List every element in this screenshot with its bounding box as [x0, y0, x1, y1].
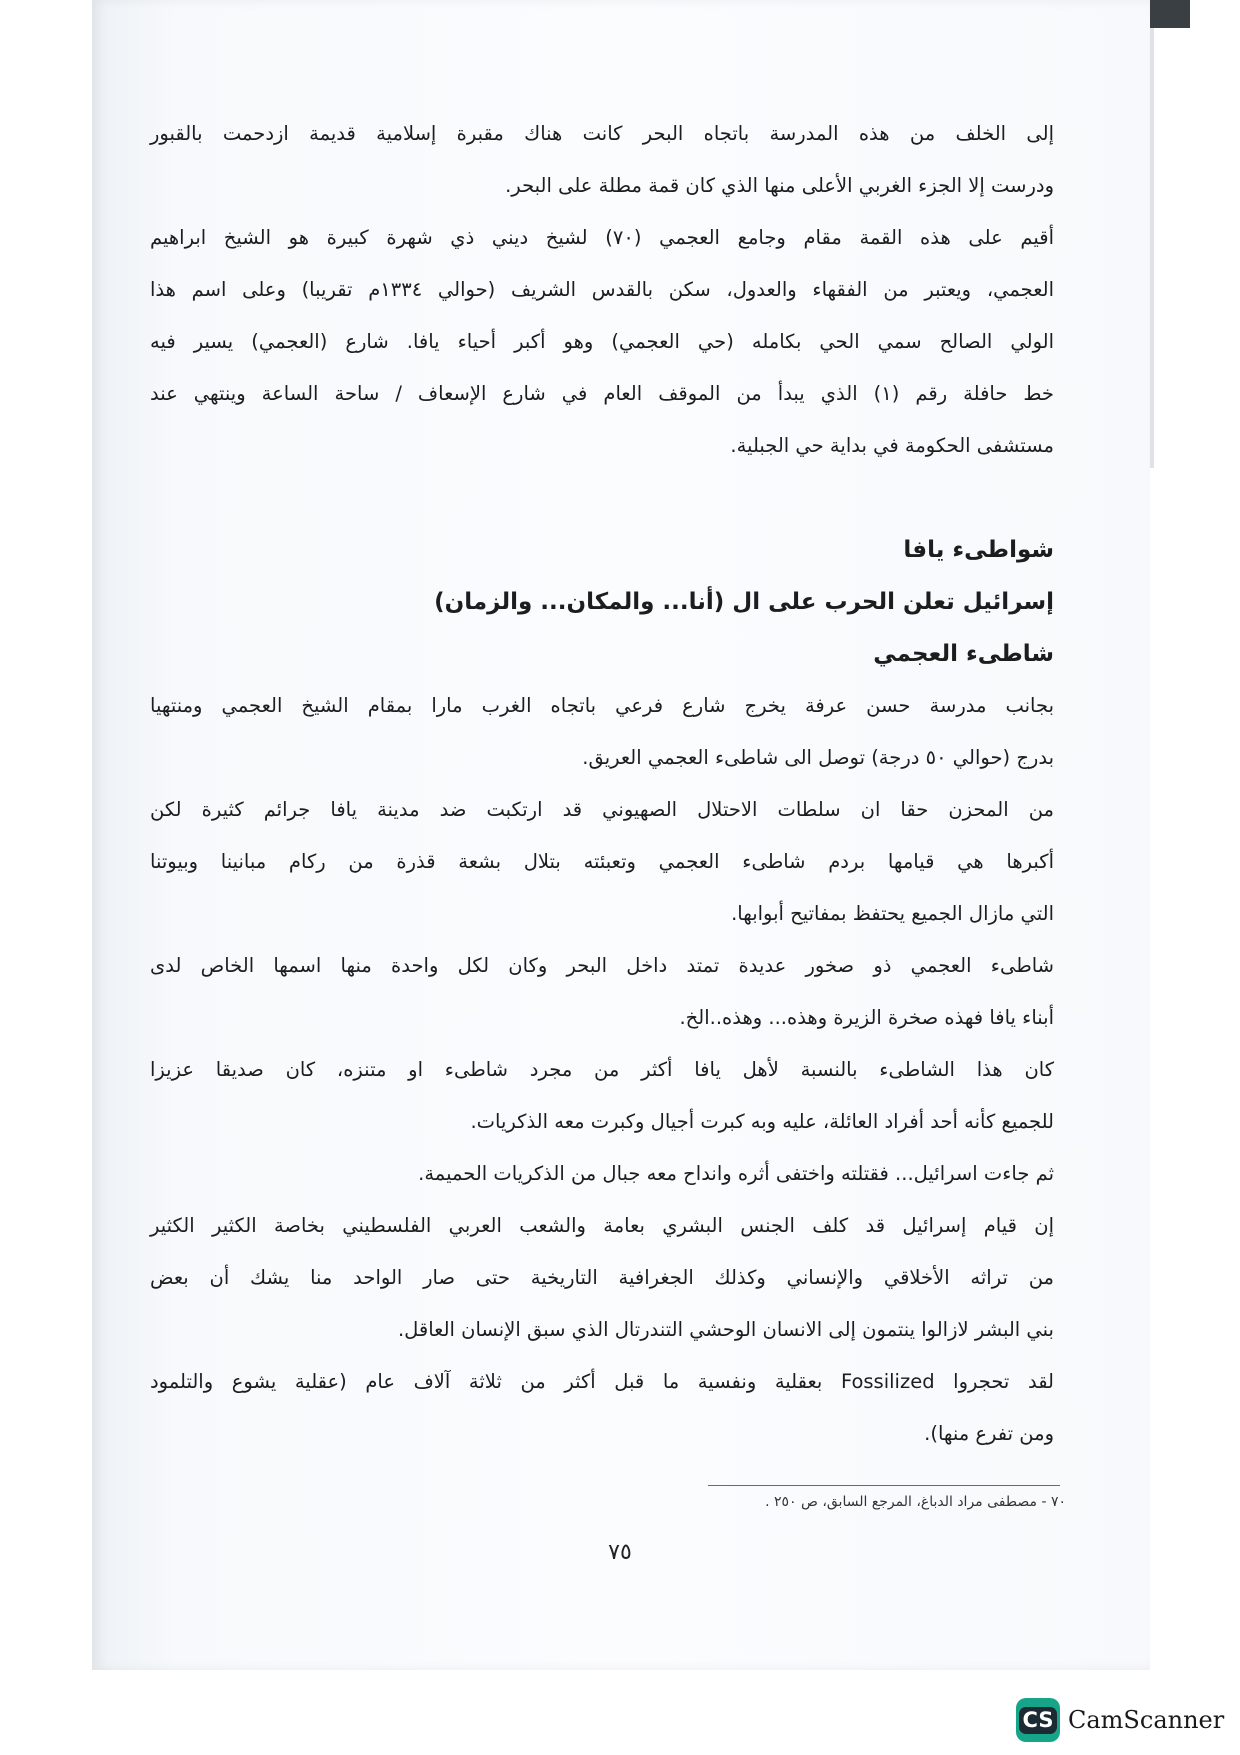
- body-line: أبناء يافا فهذه صخرة الزيرة وهذه... وهذه..الخ.: [679, 1006, 1054, 1029]
- body-line: إن قيام إسرائيل قد كلف الجنس البشري بعامة والشعب العربي الفلسطيني بخاصة الكثير الكثير: [150, 1214, 1054, 1237]
- scan-edge-dark: [1150, 0, 1190, 28]
- paragraph-line: ودرست إلا الجزء الغربي الأعلى منها الذي كان قمة مطلة على البحر.: [505, 174, 1054, 197]
- paragraph-line: مستشفى الحكومة في بداية حي الجبلية.: [730, 434, 1054, 457]
- body-line: ومن تفرع منها).: [924, 1422, 1054, 1445]
- section-subheading: إسرائيل تعلن الحرب على ال (أنا... والمكان... والزمان): [434, 589, 1054, 615]
- body-line: بني البشر لازالوا ينتمون إلى الانسان الوحشي التندرتال الذي سبق الإنسان العاقل.: [397, 1318, 1054, 1341]
- camscanner-watermark: [1016, 1698, 1224, 1742]
- body-line: بجانب مدرسة حسن عرفة يخرج شارع فرعي باتجاه الغرب مارا بمقام الشيخ العجمي ومنتهيا: [150, 694, 1054, 717]
- paragraph-line: العجمي، ويعتبر من الفقهاء والعدول، سكن بالقدس الشريف (حوالي ١٣٣٤م تقريبا) وعلى اسم هذا: [150, 278, 1054, 301]
- paragraph-line: أقيم على هذه القمة مقام وجامع العجمي (٧٠) لشيخ ديني ذي شهرة كبيرة هو الشيخ ابراهيم: [150, 226, 1055, 249]
- body-line: بدرج (حوالي ٥٠ درجة) توصل الى شاطىء العجمي العريق.: [582, 746, 1054, 769]
- page-number: ٧٥: [608, 1540, 632, 1565]
- camscanner-logo-icon: [1016, 1698, 1060, 1742]
- body-line: للجميع كأنه أحد أفراد العائلة، عليه وبه كبرت أجيال وكبرت معه الذكريات.: [470, 1110, 1054, 1133]
- body-line: التي مازال الجميع يحتفظ بمفاتيح أبوابها.: [731, 902, 1054, 925]
- body-line: من تراثه الأخلاقي والإنساني وكذلك الجغرافية التاريخية حتى صار الواحد منا يشك أن بعض: [150, 1266, 1054, 1289]
- camscanner-name: CamScanner: [1068, 1706, 1225, 1734]
- camscanner-badge-text: CS: [1019, 1707, 1058, 1734]
- body-line: أكبرها هي قيامها بردم شاطىء العجمي وتعبئته بتلال بشعة قذرة من ركام مبانينا وبيوتنا: [150, 850, 1054, 873]
- body-line: شاطىء العجمي ذو صخور عديدة تمتد داخل البحر وكان لكل واحدة منها اسمها الخاص لدى: [150, 954, 1054, 977]
- paragraph-line: خط حافلة رقم (١) الذي يبدأ من الموقف العام في شارع الإسعاف / ساحة الساعة وينتهي عند: [150, 382, 1054, 405]
- body-line: لقد تحجروا Fossilized بعقلية ونفسية ما قبل أكثر من ثلاثة آلاف عام (عقلية يشوع والتلمود: [150, 1370, 1054, 1393]
- page-text: [150, 108, 1054, 1460]
- paragraph-line: إلى الخلف من هذه المدرسة باتجاه البحر كانت هناك مقبرة إسلامية قديمة ازدحمت بالقبور: [150, 122, 1054, 145]
- footnote-divider: [708, 1485, 1060, 1486]
- footnote: ٧٠ - مصطفى مراد الدباغ، المرجع السابق، ص ٢٥٠ .: [765, 1494, 1066, 1510]
- spacer: [150, 472, 1054, 524]
- section-subheading: شاطىء العجمي: [873, 641, 1054, 667]
- section-heading: شواطىء يافا: [903, 537, 1054, 563]
- paragraph-line: الولي الصالح سمي الحي بكامله (حي العجمي) وهو أكبر أحياء يافا. شارع (العجمي) يسير فيه: [150, 330, 1054, 353]
- body-line: كان هذا الشاطىء بالنسبة لأهل يافا أكثر من مجرد شاطىء او متنزه، كان صديقا عزيزا: [150, 1058, 1054, 1081]
- body-line: ثم جاءت اسرائيل... فقتلته واختفى أثره وانداح معه جبال من الذكريات الحميمة.: [418, 1162, 1054, 1185]
- body-line: من المحزن حقا ان سلطات الاحتلال الصهيوني قد ارتكبت ضد مدينة يافا جرائم كثيرة لكن: [150, 798, 1054, 821]
- scan-edge: [1150, 28, 1154, 468]
